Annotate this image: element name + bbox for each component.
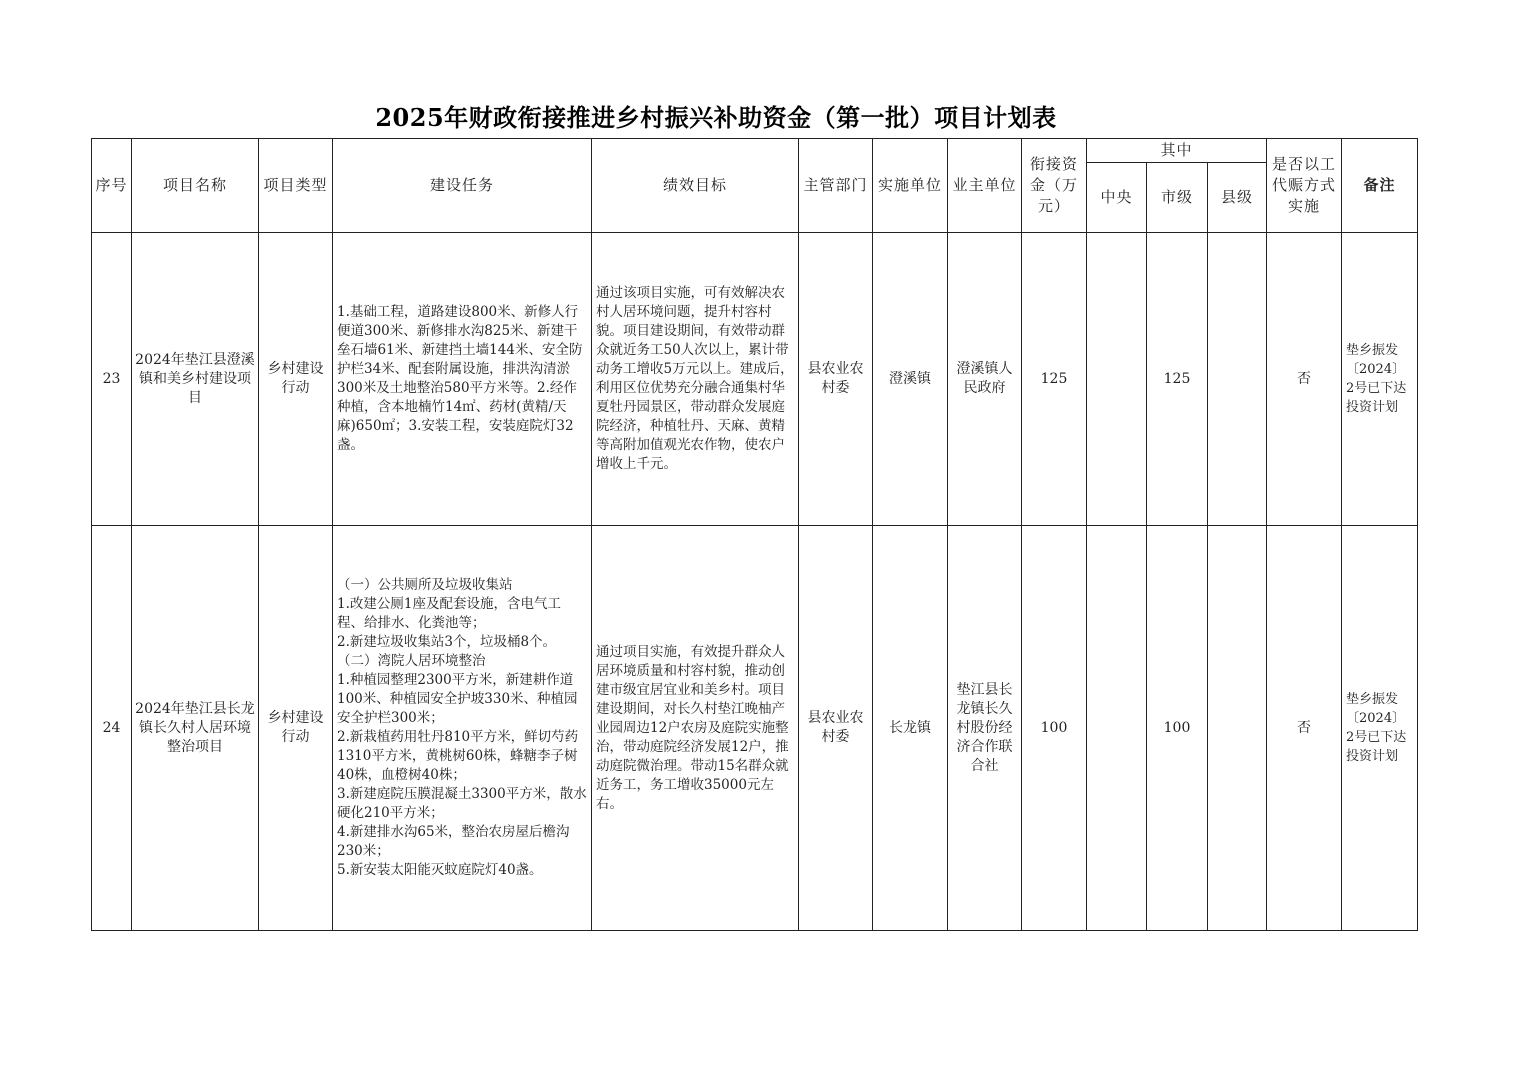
task-line: 2.新建垃圾收集站3个，垃圾桶8个。 bbox=[337, 634, 557, 650]
task-line: 3.新建庭院压膜混凝土3300平方米，散水硬化210平方米； bbox=[337, 786, 587, 821]
cell-project-name: 2024年垫江县长龙镇长久村人居环境整治项目 bbox=[132, 526, 259, 931]
cell-fund: 125 bbox=[1022, 233, 1087, 526]
cell-city: 100 bbox=[1147, 526, 1208, 931]
header-department: 主管部门 bbox=[799, 139, 873, 233]
cell-workfare: 否 bbox=[1267, 233, 1342, 526]
header-project-type: 项目类型 bbox=[259, 139, 333, 233]
cell-county bbox=[1208, 526, 1267, 931]
cell-owner: 澄溪镇人民政府 bbox=[948, 233, 1022, 526]
cell-remark: 垫乡振发〔2024〕2号已下达投资计划 bbox=[1342, 526, 1418, 931]
cell-implementer: 澄溪镇 bbox=[873, 233, 948, 526]
header-city: 市级 bbox=[1147, 163, 1208, 233]
cell-seq: 23 bbox=[92, 233, 132, 526]
cell-city: 125 bbox=[1147, 233, 1208, 526]
task-line: 1.改建公厕1座及配套设施，含电气工程、给排水、化粪池等； bbox=[337, 596, 561, 631]
task-line: 5.新安装太阳能灭蚊庭院灯40盏。 bbox=[337, 862, 543, 878]
header-remark: 备注 bbox=[1342, 139, 1418, 233]
cell-project-type: 乡村建设行动 bbox=[259, 526, 333, 931]
header-workfare: 是否以工代赈方式实施 bbox=[1267, 139, 1342, 233]
cell-construction-task bbox=[333, 233, 592, 526]
header-owner: 业主单位 bbox=[948, 139, 1022, 233]
cell-seq: 24 bbox=[92, 526, 132, 931]
task-line: （一）公共厕所及垃圾收集站 bbox=[337, 577, 513, 593]
task-line: 2.新栽植药用牡丹810平方米，鲜切芍药1310平方米，黄桃树60株，蜂糖李子树40株，血橙树40株； bbox=[337, 729, 579, 783]
header-among: 其中 bbox=[1087, 139, 1267, 163]
header-project-name: 项目名称 bbox=[132, 139, 259, 233]
task-line: （二）湾院人居环境整治 bbox=[337, 653, 486, 669]
cell-remark: 垫乡振发〔2024〕2号已下达投资计划 bbox=[1342, 233, 1418, 526]
task-line: 1.种植园整理2300平方米，新建耕作道100米、种植园安全护坡330米、种植园安全护栏300米； bbox=[337, 672, 578, 726]
task-line: 1.基础工程，道路建设800米、新修人行便道300米、新修排水沟825米、新建干垒石墙61米、新建挡土墙144米、安全防护栏34米、配套附属设施，排洪沟清淤300米及土地整治580平方米等。2.经作种植，含本地楠竹14㎡、药材(黄精/天麻)650㎡；3.安装工程，安装庭院灯32盏。 bbox=[337, 304, 583, 453]
cell-project-name: 2024年垫江县澄溪镇和美乡村建设项目 bbox=[132, 233, 259, 526]
cell-county bbox=[1208, 233, 1267, 526]
cell-implementer: 长龙镇 bbox=[873, 526, 948, 931]
table-row bbox=[92, 526, 1418, 931]
cell-construction-task bbox=[333, 526, 592, 931]
cell-performance-goal: 通过项目实施，有效提升群众人居环境质量和村容村貌，推动创建市级宜居宜业和美乡村。项目建设期间，对长久村垫江晚柚产业园周边12户农房及庭院实施整治，带动庭院经济发展12户，推动庭院微治理。带动15名群众就近务工，务工增收35000元左右。 bbox=[592, 526, 799, 931]
cell-project-type: 乡村建设行动 bbox=[259, 233, 333, 526]
task-line: 4.新建排水沟65米，整治农房屋后檐沟230米； bbox=[337, 824, 570, 859]
header-construction-task: 建设任务 bbox=[333, 139, 592, 233]
cell-owner: 垫江县长龙镇长久村股份经济合作联合社 bbox=[948, 526, 1022, 931]
project-plan-table bbox=[91, 138, 1418, 931]
cell-department: 县农业农村委 bbox=[799, 526, 873, 931]
header-county: 县级 bbox=[1208, 163, 1267, 233]
page-title: 2025年财政衔接推进乡村振兴补助资金（第一批）项目计划表 bbox=[375, 103, 1057, 132]
cell-department: 县农业农村委 bbox=[799, 233, 873, 526]
cell-central bbox=[1087, 233, 1147, 526]
cell-central bbox=[1087, 526, 1147, 931]
cell-performance-goal: 通过该项目实施，可有效解决农村人居环境问题，提升村容村貌。项目建设期间，有效带动群众就近务工50人次以上，累计带动务工增收5万元以上。建成后，利用区位优势充分融合通集村华夏牡丹园景区，带动群众发展庭院经济，种植牡丹、天麻、黄精等高附加值观光农作物，使农户增收上千元。 bbox=[592, 233, 799, 526]
table-row bbox=[92, 233, 1418, 526]
header-implementer: 实施单位 bbox=[873, 139, 948, 233]
header-performance-goal: 绩效目标 bbox=[592, 139, 799, 233]
cell-workfare: 否 bbox=[1267, 526, 1342, 931]
header-seq: 序号 bbox=[92, 139, 132, 233]
header-fund: 衔接资金（万元） bbox=[1022, 139, 1087, 233]
header-central: 中央 bbox=[1087, 163, 1147, 233]
cell-fund: 100 bbox=[1022, 526, 1087, 931]
